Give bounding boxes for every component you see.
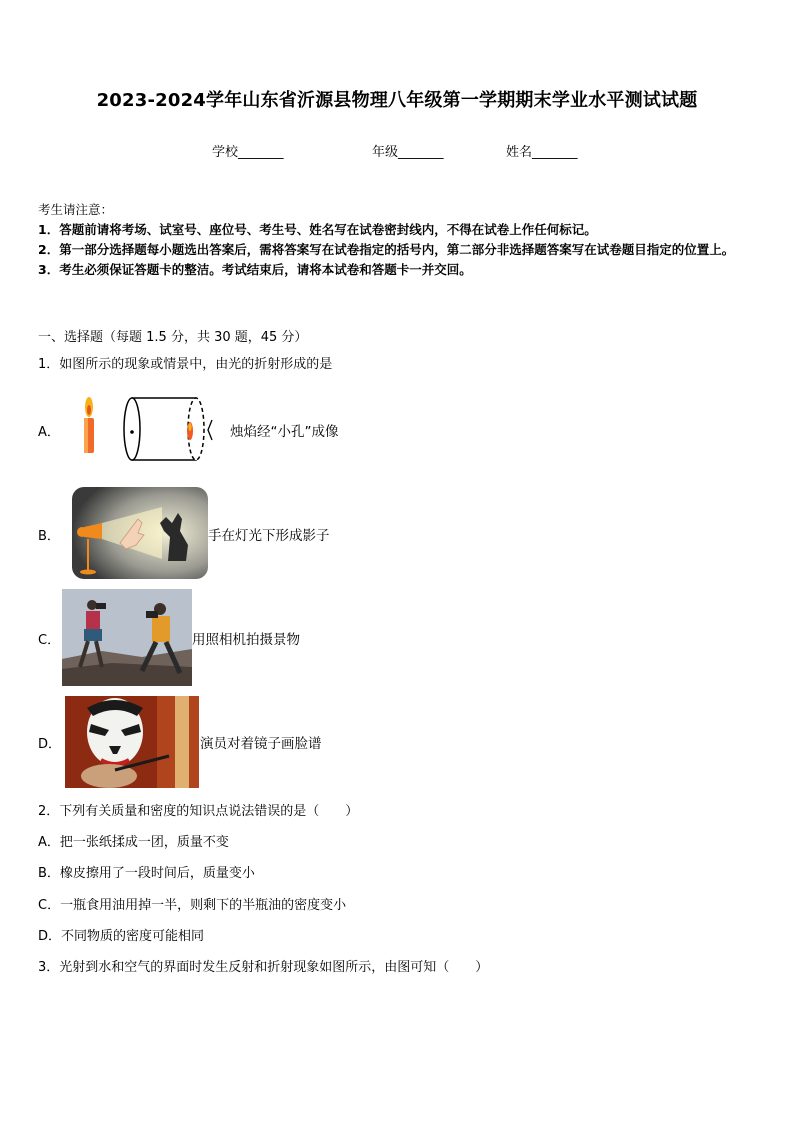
option-a-caption: 烛焰经“小孔”成像 — [230, 424, 339, 440]
option-b-label: B． — [38, 529, 60, 544]
option-a-label: A． — [38, 425, 60, 440]
option-c-caption: 用照相机拍摄景物 — [192, 632, 300, 648]
notice-item: 1．答题前请将考场、试室号、座位号、考生号、姓名写在试卷密封线内，不得在试卷上作任何标记。 — [38, 222, 597, 237]
question-2-option-c: C．一瓶食用油用掉一半，则剩下的半瓶油的密度变小 — [38, 898, 347, 913]
notice-heading: 考生请注意： — [38, 202, 114, 217]
question-2-option-b: B．橡皮擦用了一段时间后，质量变小 — [38, 866, 255, 881]
page-title: 2023-2024学年山东省沂源县物理八年级第一学期期末学业水平测试试题 — [96, 90, 698, 111]
question-2-option-a: A．把一张纸揉成一团，质量不变 — [38, 835, 229, 850]
notice-item: 2．第一部分选择题每小题选出答案后，需将答案写在试卷指定的括号内，第二部分非选择题答案写在试卷题目指定的位置上。 — [38, 242, 735, 257]
grade-field: 年级_______ — [372, 145, 444, 160]
option-b-caption: 手在灯光下形成影子 — [208, 528, 330, 544]
question-2-stem: 2．下列有关质量和密度的知识点说法错误的是（ ） — [38, 804, 359, 819]
candle-pinhole-icon — [76, 390, 216, 470]
opera-mirror-icon — [65, 696, 199, 788]
school-field: 学校_______ — [212, 145, 284, 160]
student-info-row — [0, 141, 794, 161]
question-2-option-d: D．不同物质的密度可能相同 — [38, 929, 205, 944]
option-d-caption: 演员对着镜子画脸谱 — [200, 736, 322, 752]
name-field: 姓名_______ — [506, 145, 578, 160]
question-3-stem: 3．光射到水和空气的界面时发生反射和折射现象如图所示，由图可知（ ） — [38, 960, 489, 975]
hand-shadow-icon — [72, 487, 208, 579]
notice-block — [38, 200, 762, 280]
option-d-label: D． — [38, 737, 62, 752]
notice-item: 3．考生必须保证答题卡的整洁。考试结束后，请将本试卷和答题卡一并交回。 — [38, 262, 472, 277]
section-heading: 一、选择题（每题 1.5 分，共 30 题，45 分） — [38, 330, 308, 345]
option-c-label: C． — [38, 633, 61, 648]
camera-photographers-icon — [62, 589, 192, 686]
question-1-stem: 1．如图所示的现象或情景中，由光的折射形成的是 — [38, 357, 333, 372]
